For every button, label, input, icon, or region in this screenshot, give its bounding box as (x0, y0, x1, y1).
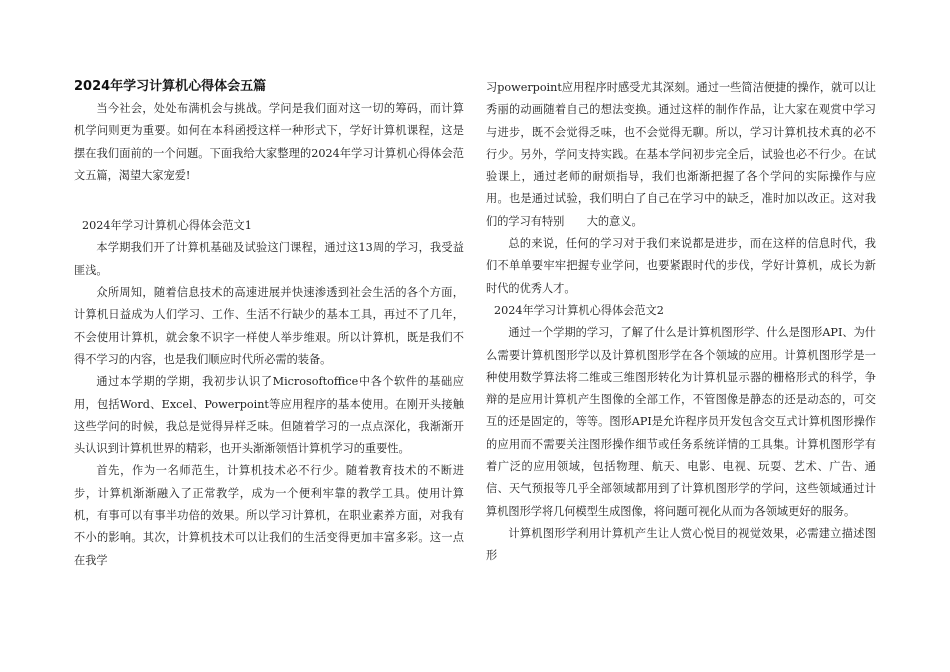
right-column (486, 77, 876, 568)
paragraph: 众所周知，随着信息技术的高速进展并快速渗透到社会生活的各个方面，计算机日益成为人们学习、工作、生活不行缺少的基本工具，再过不了几年，不会使用计算机，就会象不识字一样使人举步维艰。所以计算机，既是我们不得不学习的内容，也是我们顺应时代所必需的装备。 (74, 286, 464, 366)
left-column (74, 77, 464, 572)
paragraph: 通过本学期的学期，我初步认识了Microsoftoffice中各个软件的基础应用，包括Word、Excel、Powerpoint等应用程序的基本使用。在刚开头接触这些学问的时候，我总是觉得异样乏味。但随着学习的一点点深化，我渐渐开头认识到计算机世界的精彩，也开头渐渐领悟计算机学习的重要性。 (74, 375, 464, 456)
document-title: 2024年学习计算机心得体会五篇 (74, 79, 267, 94)
paragraph: 通过一个学期的学习，了解了什么是计算机图形学、什么是图形API、为什么需要计算机图形学以及计算机图形学在各个领域的应用。计算机图形学是一种使用数学算法将二维或三维图形转化为计算机显示器的栅格形式的科学，争辩的是应用计算机产生图像的全部工作，不管图像是静态的还是动态的，可交互的还是固定的，等等。图形API是允许程序员开发包含交互式计算机图形操作的应用而不需要关注图形操作细节或任务系统详情的工具集。计算机图形学有着广泛的应用领域，包括物理、航天、电影、电视、玩耍、艺术、广告、通信、天气预报等几乎全部领域都用到了计算机图形学的学问，这些领域通过计算机图形学将几何模型生成图像，将问题可视化从而为各领域更好的服务。 (486, 326, 876, 518)
paragraph: 计算机图形学利用计算机产生让人赏心悦目的视觉效果，必需建立描述图形 (486, 526, 876, 563)
section-2-title: 2024年学习计算机心得体会范文2 (494, 303, 664, 317)
paragraph: 首先，作为一名师范生，计算机技术必不行少。随着教育技术的不断进步，计算机渐渐融入了正常教学，成为一个便利牢靠的教学工具。使用计算机，有事可以有事半功倍的效果。所以学习计算机，在职业素养方面，对我有不小的影响。其次，计算机技术可以让我们的生活变得更加丰富多彩。这一点在我学 (74, 464, 464, 567)
spacer (74, 187, 464, 209)
paragraph: 总的来说，任何的学习对于我们来说都是进步，而在这样的信息时代，我们不单单要牢牢把握专业学问，也要紧跟时代的步伐，学好计算机，成长为新时代的优秀人才。 (486, 237, 876, 295)
section-1-title: 2024年学习计算机心得体会范文1 (82, 219, 252, 233)
paragraph: 习powerpoint应用程序时感受尤其深刻。通过一些简洁便捷的操作，就可以让秀丽的动画随着自己的想法变换。通过这样的制作作品，让大家在观赏中学习与进步，既不会觉得乏味，也不会觉得无聊。所以，学习计算机技术真的必不行少。另外，学问支持实践。在基本学问初步完全后，试验也必不行少。在试验课上，通过老师的耐烦指导，我们也渐渐把握了各个学问的实际操作与应用。也是通过试验，我们明白了自己在学习中的缺乏，准时加以改正。这对我们的学习有特别 大的意义。 (486, 81, 876, 228)
intro-paragraph: 当今社会，处处布满机会与挑战。学问是我们面对这一切的筹码，而计算机学问则更为重要。如何在本科函授这样一种形式下，学好计算机课程，这是摆在我们面前的一个问题。下面我给大家整理的2024年学习计算机心得体会范文五篇，渴望大家宠爱! (74, 102, 464, 182)
paragraph: 本学期我们开了计算机基础及试验这门课程，通过这13周的学习，我受益匪浅。 (74, 241, 464, 277)
